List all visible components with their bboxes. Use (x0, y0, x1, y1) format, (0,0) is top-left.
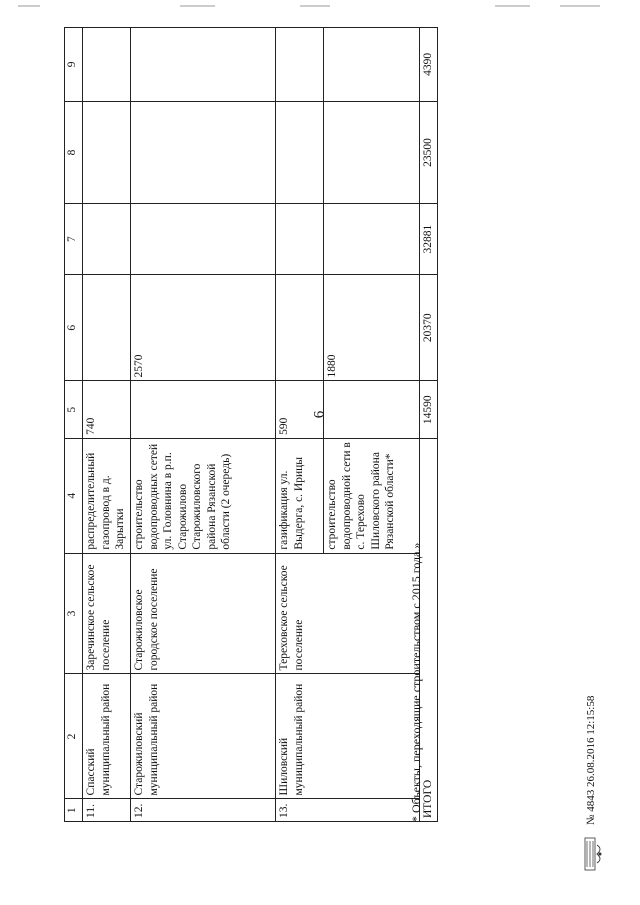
district-cell: Спасский муниципальный район (83, 674, 131, 799)
value-cell (276, 204, 324, 275)
value-cell (276, 274, 324, 381)
registration-stamp (585, 605, 601, 825)
value-cell (324, 101, 420, 203)
stamp-text: № 4843 26.08.2016 12:15:58 (585, 695, 597, 825)
value-cell: 740 (83, 381, 131, 438)
value-cell: 590 (276, 381, 324, 438)
total-label: ИТОГО (420, 438, 438, 821)
header-cell: 3 (65, 553, 83, 674)
settlement-cell: Старожиловское городское поселение (131, 553, 276, 674)
value-cell (131, 381, 276, 438)
row-number: 12. (131, 799, 276, 822)
value-cell: 1880 (324, 274, 420, 381)
object-cell: газификация ул. Выдерга, с. Ирицы (276, 438, 324, 553)
table-row (131, 28, 276, 822)
value-cell (324, 28, 420, 102)
table-row (83, 28, 131, 822)
total-value: 4390 (420, 28, 438, 102)
page-number: 6 (311, 410, 328, 419)
value-cell (324, 381, 420, 438)
header-cell: 8 (65, 101, 83, 203)
header-cell: 6 (65, 274, 83, 381)
value-cell (83, 28, 131, 102)
value-cell (276, 28, 324, 102)
settlement-cell: Тереховское сельское поселение (276, 553, 420, 674)
value-cell (83, 101, 131, 203)
header-cell: 4 (65, 438, 83, 553)
value-cell (83, 274, 131, 381)
header-cell: 1 (65, 799, 83, 822)
settlement-cell: Заречинское сельское поселение (83, 553, 131, 674)
district-cell: Старожиловский муниципальный район (131, 674, 276, 799)
row-number: 11. (83, 799, 131, 822)
total-value: 20370 (420, 274, 438, 381)
row-number: 13. (276, 799, 420, 822)
table-header-row (65, 28, 83, 822)
district-cell: Шиловский муниципальный район (276, 674, 420, 799)
value-cell (276, 101, 324, 203)
value-cell: 2570 (131, 274, 276, 381)
objects-table (64, 27, 438, 822)
duma-logo-icon (583, 835, 605, 873)
header-cell: 7 (65, 204, 83, 275)
value-cell (131, 204, 276, 275)
object-cell: строительство водопроводной сети в с. Терехово Шиловского района Рязанской области* (324, 438, 420, 553)
value-cell (83, 204, 131, 275)
scan-edge-specks (0, 0, 640, 10)
footnote: * Объекты, переходящие строительством с 2015 года.» (409, 542, 423, 822)
header-cell: 9 (65, 28, 83, 102)
header-cell: 2 (65, 674, 83, 799)
value-cell (324, 204, 420, 275)
object-cell: распределительный газопровод в д. Зарытки (83, 438, 131, 553)
value-cell (131, 101, 276, 203)
total-value: 32881 (420, 204, 438, 275)
object-cell: строительство водопроводных сетей ул. Головнина в р.п. Старожилово Старожиловского района Рязанской области (2 очередь) (131, 438, 276, 553)
value-cell (131, 28, 276, 102)
total-value: 14590 (420, 381, 438, 438)
table-row (276, 28, 324, 822)
total-value: 23500 (420, 101, 438, 203)
header-cell: 5 (65, 381, 83, 438)
